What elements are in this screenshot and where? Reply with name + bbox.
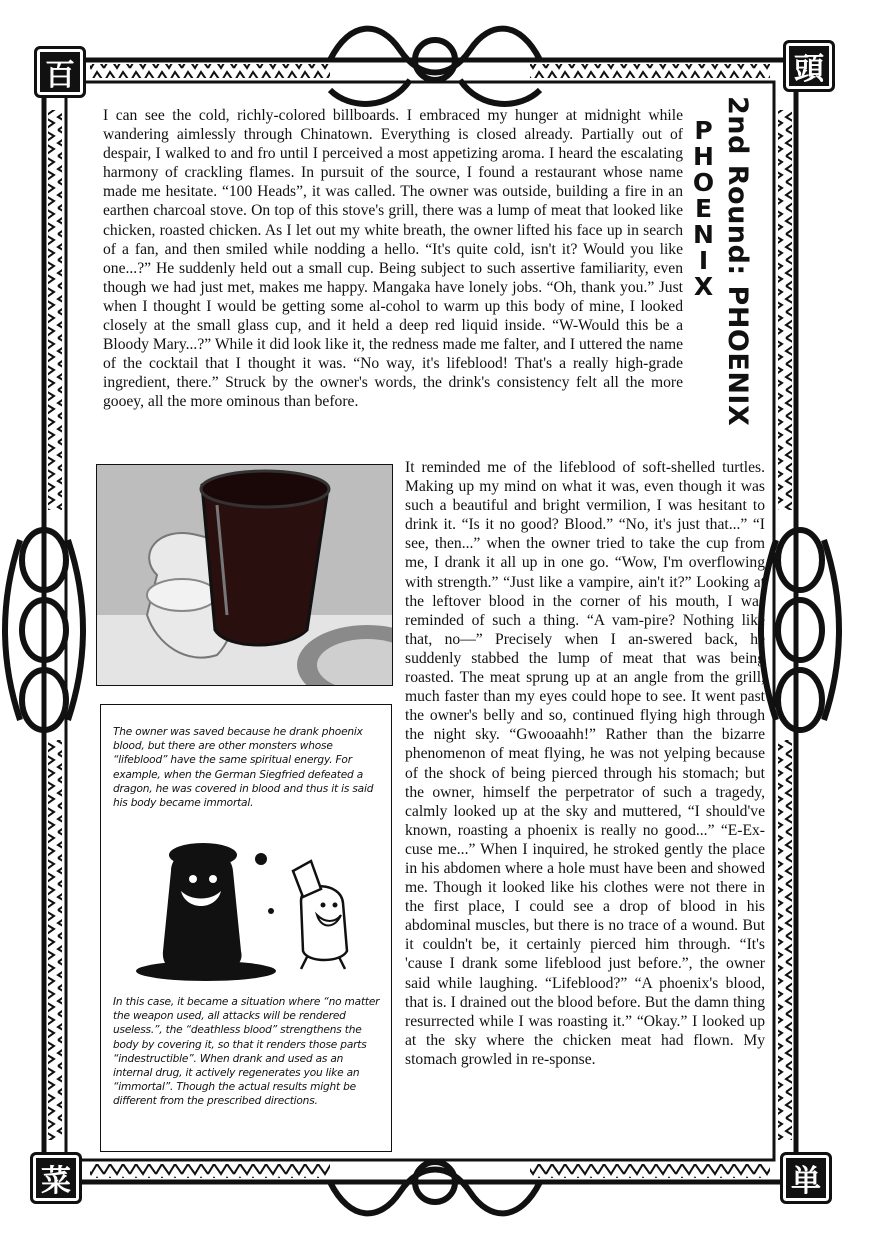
photo-illustration bbox=[97, 465, 393, 686]
round-subtitle: PHOENIX bbox=[689, 116, 718, 298]
seal-top-right: 頭 bbox=[783, 40, 835, 92]
phoenix-mascot-icon bbox=[121, 831, 361, 981]
article-paragraph-2: It reminded me of the lifeblood of soft-shelled turtles. Making up my mind on what it was, even though it was such a beautiful and bright vermilion, I was hesitant to drink it. “Is it no good? Blood.” “No, it's just that...” “I see, then...” when the owner tried to take the cup from me, I drank it all up in one go. “Wow, I'm overflowing with strength.” “Just like a vampire, ain't it?” Looking at the leftover blood in the corner of his mouth, I was reminded of such a thing. “A vam-pire? Nothing like that, no—” Precisely when I an-swered back, he suddenly stabbed the lump of meat that was being roasted. The meat sprung up at an angle from the grill, much faster than my eyes could hope to see. It went past the owner's belly and so, continued flying high through the night sky. “Gwooaahh!” Rather than the bizarre phenomenon of meat flying, he was not yelping because of the shock of being pierced through his stomach; but the owner, himself the perpetrator of such a tragedy, calmly looked up at the sky and muttered, “I should've known, roasting a phoenix is really no good...” “E-Ex-cuse me...” When I inquired, he stroked gently the place in his abdomen where a hole must have been and showed me. Though it looked like his clothes were not there in the first place, I could see a drop of blood in his abdominal muscles, but there is no trace of a wound. But it couldn't be, it certainly pierced him through. “It's 'cause I drank some lifeblood just before.”, the owner said while laughing. “Lifeblood?” “A phoenix's blood, that is. I drained out the blood before. But the damn thing resurrected while I was roasting it.” “Okay.” I looked up at the sky where the chicken meat had flown. My stomach growled in re-sponse. bbox=[405, 459, 765, 1068]
note-text-2: In this case, it became a situation where “no matter the weapon used, all attacks will be rendered useless.”, the “deathless blood” strengthens the body by covering it, so that it renders those parts “indestructible”. When drank and used as an internal drug, it actively regenerates you like an “immortal”. Though the actual results might be different from the prescribed directions. bbox=[113, 996, 380, 1108]
side-note-box bbox=[100, 704, 392, 1152]
article-paragraph-1: I can see the cold, richly-colored billboards. I embraced my hunger at midnight while wandering aimlessly through Chinatown. Everything is closed already. Partially out of despair, I walked to and fro until I perceived a most appetizing aroma. I heard the escalating harmony of crackling flames. In pursuit of the source, I found a restaurant whose name made me hesitate. “100 Heads”, it was called. The owner was outside, building a fire in an earthen charcoal stove. On top of this stove's grill, there was a lump of meat that looked like chicken, roasted chicken. As I let out my white breath, the owner lifted his face up in search of a fan, and then smiled while nodding a hello. “It's quite cold, isn't it? Would you like one...?” He suddenly held out a small cup. Being subject to such assertive familiarity, even though we had just met, makes me happy. Mangaka have lonely jobs. “Oh, thank you.” Just when I thought I would be getting some al-cohol to warm up this body of mine, I looked closely at the small glass cup, and it held a deep red liquid inside. “W-Would this be a Bloody Mary...?” While it did look like it, the redness made me falter, and I uttered the name of the cocktail that I thought it was. “No way, it's lifeblood! That's a really high-grade ingredient, there.” Struck by the owner's words, the drink's consistency felt all the more gooey, all the more ominous than before. bbox=[103, 107, 683, 411]
seal-bottom-left: 菜 bbox=[30, 1152, 82, 1204]
note-text-1: The owner was saved because he drank phoenix blood, but there are other monsters whose “lifeblood” have the same spiritual energy. For example, when the German Siegfried defeated a dragon, he was covered in blood and thus it is said his body became immortal. bbox=[113, 726, 374, 810]
photo-blood-cup bbox=[96, 464, 393, 686]
seal-top-left: 百 bbox=[34, 46, 86, 98]
round-title: 2nd Round: PHOENIX bbox=[722, 96, 753, 427]
seal-bottom-right: 単 bbox=[780, 1152, 832, 1204]
